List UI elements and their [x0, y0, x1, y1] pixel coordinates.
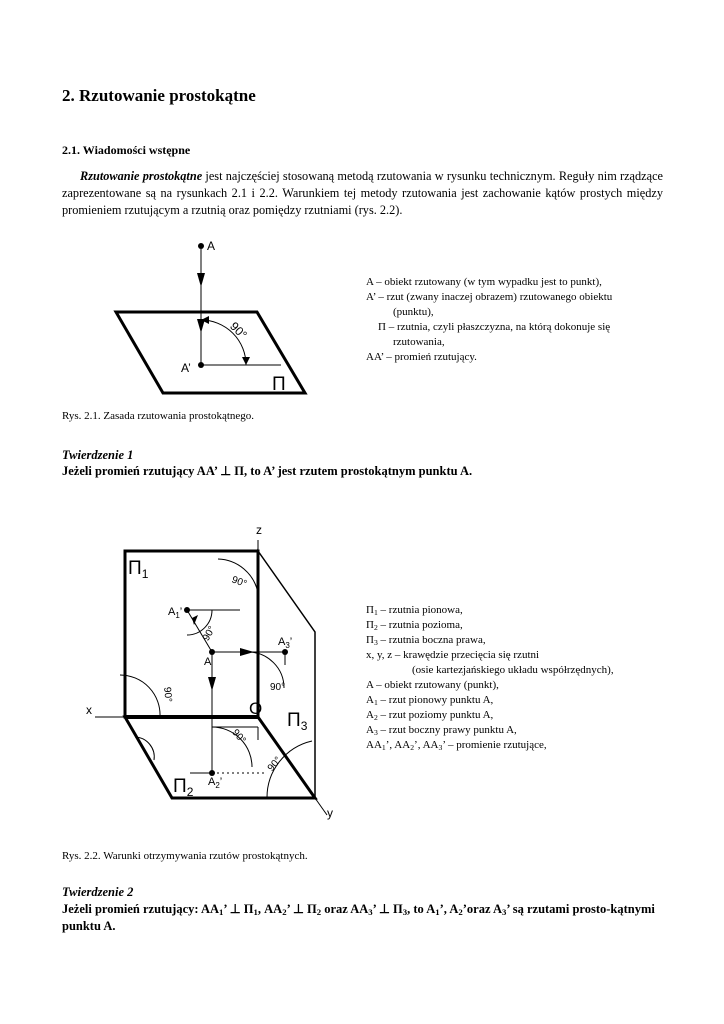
label-pi2: $\Pi_2$: [173, 776, 194, 799]
figure-2-2: [80, 515, 350, 835]
legend-line: A – obiekt rzutowany (w tym wypadku jest to punkt),: [366, 276, 602, 288]
legend-line: Π – rzutnia, czyli płaszczyzna, na którą dokonuje się: [378, 321, 611, 333]
label-angle: 90°: [161, 686, 174, 703]
ray-arrow-icon: [208, 677, 216, 691]
label-A1: $A_1$’: [168, 606, 183, 620]
legend-line: (osie kartezjańskiego układu współrzędnych),: [412, 664, 614, 676]
legend-line: $A_1$ – rzut pionowy punktu A,: [366, 694, 494, 707]
legend-line: rzutowania,: [393, 336, 445, 348]
label-x: x: [86, 703, 92, 717]
theorem2-title: Twierdzenie 2: [62, 885, 134, 899]
page-title: 2. Rzutowanie prostokątne: [62, 86, 256, 105]
ray-arrow-icon: [197, 273, 205, 287]
legend-line: (punktu),: [393, 306, 434, 318]
label-A2: $A_2$’: [208, 776, 223, 790]
legend-line: $\Pi_3$ – rzutnia boczna prawa,: [366, 634, 486, 647]
legend-line: x, y, z – krawędzie przecięcia się rzutni: [366, 649, 540, 661]
label-z: z: [256, 523, 262, 537]
label-angle: 90°: [200, 624, 218, 644]
intro-term: Rzutowanie prostokątne: [80, 169, 203, 183]
legend-line: $\Pi_2$ – rzutnia pozioma,: [366, 619, 463, 632]
legend-line: $\Pi_1$ – rzutnia pionowa,: [366, 604, 463, 617]
legend-line: $A_3$ – rzut boczny prawy punktu A,: [366, 724, 517, 737]
label-A: A: [204, 656, 212, 668]
theorem2-body: Jeżeli promień rzutujący: $AA_1$’ ⊥ $\Pi_1$, $AA_2$’ ⊥ $\Pi_2$ oraz $AA_3$’ ⊥ $\Pi_3$, to $A_1$’, $A_2’oraz$ $A_3$’ są rzutami prosto-kątnymi punktu A.: [62, 902, 655, 933]
figure-2-1: [100, 235, 330, 400]
label-origin: O: [249, 699, 263, 718]
intro-text: jest najczęściej stosowaną metodą rzutowania w rysunku technicznym. Reguły nim rządzące zaprezentowane są na rysunkach 2.1 i 2.2. Warunkiem tej metody rzutowania jest zachowanie kątów prostych między promieniem rzutującym a rzutnią oraz pomiędzy rzutniami (rys. 2.2).: [62, 169, 663, 217]
theorem1-title: Twierdzenie 1: [62, 448, 134, 462]
label-angle: 90°: [230, 574, 249, 591]
fig2-caption: Rys. 2.2. Warunki otrzymywania rzutów prostokątnych.: [62, 850, 308, 862]
label-angle: 90°: [229, 727, 248, 746]
legend-line: A – obiekt rzutowany (punkt),: [366, 679, 499, 691]
label-pi3: $\Pi_3$: [287, 710, 308, 733]
legend-line: AA’ – promień rzutujący.: [366, 351, 477, 363]
legend-line: A’ – rzut (zwany inaczej obrazem) rzutowanego obiektu: [366, 291, 613, 303]
intro-paragraph: [62, 168, 663, 219]
label-pi1: $\Pi_1$: [128, 558, 149, 581]
section-title: 2.1. Wiadomości wstępne: [62, 143, 191, 157]
legend-line: $AA_1$’, $AA_2$’, $AA_3$’ – promienie rzutujące,: [366, 739, 547, 752]
legend-line: $A_2$ – rzut poziomy punktu A,: [366, 709, 494, 722]
label-A-prime: A’: [181, 361, 191, 375]
theorem1-body: Jeżeli promień rzutujący AA’ ⊥ Π, to A’ jest rzutem prostokątnym punktu A.: [62, 464, 473, 478]
label-angle: 90°: [270, 682, 286, 693]
fig2-legend: [366, 603, 614, 753]
label-y: y: [327, 806, 333, 820]
fig1-legend: [366, 275, 612, 365]
label-plane: Π: [272, 374, 286, 395]
axis-y: [315, 798, 327, 815]
label-angle: 90°: [265, 754, 284, 774]
label-A: A: [207, 239, 216, 253]
fig1-caption: Rys. 2.1. Zasada rzutowania prostokątnego.: [62, 410, 255, 422]
plane-pi3: [258, 551, 315, 798]
label-A3: $A_3$’: [278, 636, 293, 650]
point-A: [198, 243, 204, 249]
label-angle: 90°: [227, 319, 250, 342]
arc-arrow-icon: [242, 357, 250, 365]
